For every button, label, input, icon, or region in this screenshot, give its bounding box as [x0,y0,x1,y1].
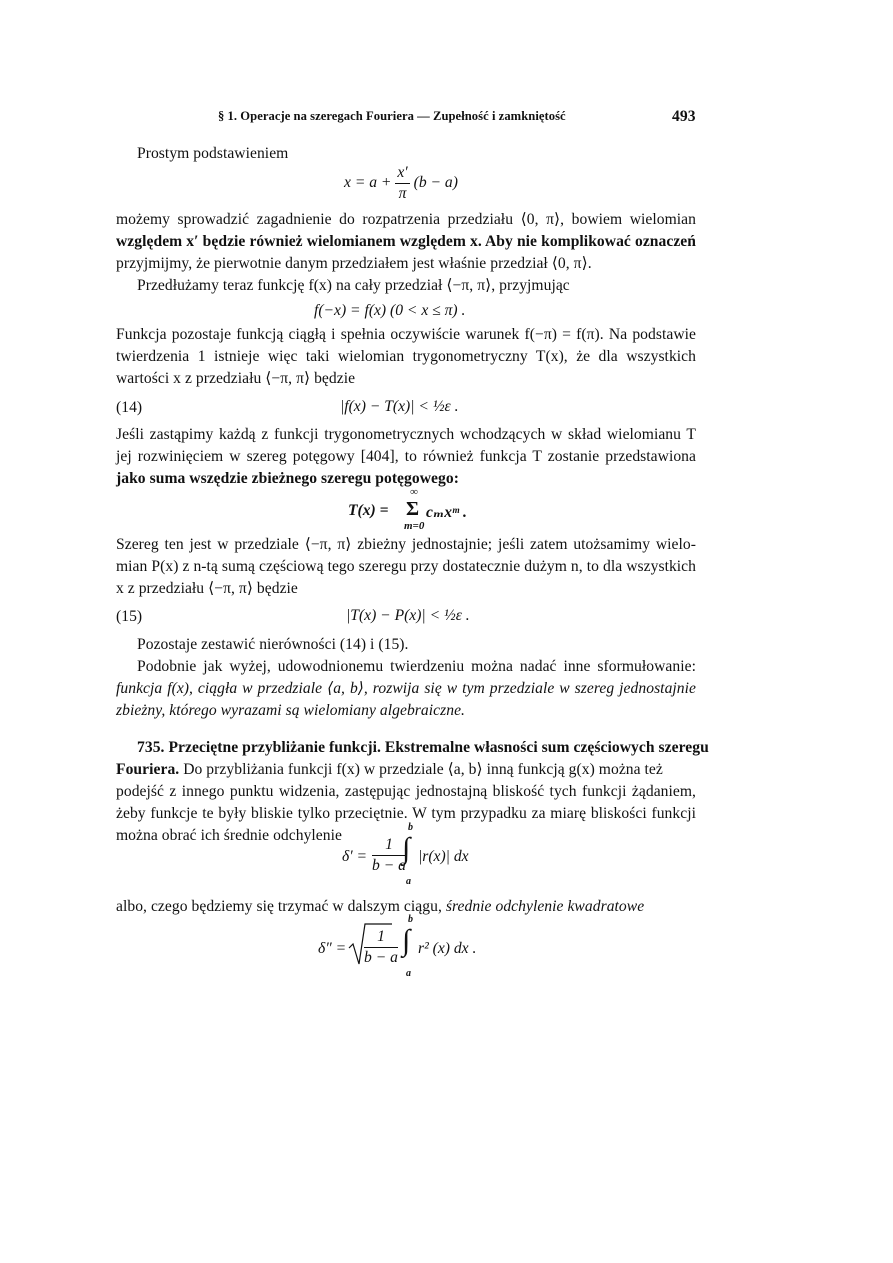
fraction-numerator: x′ [395,164,409,184]
sum-lower-limit: m=0 [404,520,425,532]
equation-lhs: T(x) = [348,502,389,519]
equation-lhs: δ′ = [342,848,368,865]
integrand: r² (x) dx . [418,940,477,957]
equation-lhs: x = a + [344,174,392,192]
theorem-line: zbieżny, którego wyrazami są wielomiany algebraiczne. [116,702,465,719]
section-title: Przeciętne przybliżanie funkcji. Ekstremalne własności sum częściowych szeregu [168,739,709,756]
fraction-denominator: π [398,185,407,202]
fraction-denominator: b − a [364,949,398,966]
equation-14: |f(x) − T(x)| < ½ε . [340,398,459,415]
paragraph-line: Prostym podstawieniem [137,145,289,162]
equation-15: |T(x) − P(x)| < ½ε . [346,607,470,624]
integral-lower-limit: a [406,876,411,887]
paragraph-text: albo, czego będziemy się trzymać w dalszym ciągu, [116,898,442,915]
theorem-line: funkcja f(x), ciągła w przedziale ⟨a, b⟩, rozwija się w tym przedziale w szereg jednostajnie [116,680,696,697]
sigma-symbol: Σ [406,498,420,520]
paragraph-line [116,762,696,778]
section-title-continued: Fouriera. [116,761,180,778]
integral-lower-limit: a [406,968,411,979]
term-emphasis: średnie odchylenie kwadratowe [445,898,645,915]
equation-label: (15) [116,608,143,625]
paragraph-line: względem x′ będzie również wielomianem względem x. Aby nie komplikować oznaczeń [116,233,696,250]
fraction [364,928,398,967]
integral-sign: ∫ [402,924,411,957]
equation-even-extension: f(−x) = f(x) (0 < x ≤ π) . [314,302,466,319]
page-number: 493 [672,108,696,125]
fraction [372,836,406,875]
fraction-numerator: 1 [364,928,398,948]
paragraph-line: żeby funkcje te były bliskie tylko przeciętnie. W tym przypadku za miarę bliskości funkcji [116,805,696,822]
paragraph-line: twierdzenia 1 istnieje więc taki wielomian trygonometryczny T(x), że dla wszystkich [116,348,696,365]
paragraph-line: możemy sprowadzić zagadnienie do rozpatrzenia przedziału ⟨0, π⟩, bowiem wielomian [116,211,696,228]
fraction-numerator: 1 [372,836,406,856]
paragraph-line: Jeśli zastąpimy każdą z funkcji trygonometrycznych wchodzących w skład wielomianu T [116,426,696,443]
paragraph-line: Funkcja pozostaje funkcją ciągłą i spełnia oczywiście warunek f(−π) = f(π). Na podstawie [116,326,696,343]
paragraph-line: Przedłużamy teraz funkcję f(x) na cały przedział ⟨−π, π⟩, przyjmując [137,277,570,294]
paragraph-line: Szereg ten jest w przedziale ⟨−π, π⟩ zbieżny jednostajnie; jeśli zatem utożsamimy wielo- [116,536,696,553]
paragraph-line: można obrać ich średnie odchylenie [116,827,342,844]
integral-sign: ∫ [402,832,411,865]
equation-mean-deviation [342,822,502,888]
integrand: |r(x)| dx [418,848,469,865]
equation-lhs: δ″ = [318,940,347,957]
paragraph-line: jako suma wszędzie zbieżnego szeregu potęgowego: [116,470,459,487]
integral-upper-limit: b [408,822,413,833]
paragraph-line: przyjmijmy, że pierwotnie danym przedziałem jest właśnie przedział ⟨0, π⟩. [116,255,592,272]
paragraph-line: mian P(x) z n-tą sumą częściową tego szeregu przy dostatecznie dużym n, to dla wszystkich [116,558,696,575]
paragraph-line: Pozostaje zestawić nierówności (14) i (15). [137,636,409,653]
equation-label: (14) [116,399,143,416]
paragraph-line: x z przedziału ⟨−π, π⟩ będzie [116,580,298,597]
equation-rhs: cₘxᵐ . [426,504,467,521]
equation-mean-square-deviation [318,914,498,980]
paragraph-line: jej rozwinięciem w szereg potęgowy [404], to również funkcja T zostanie przedstawiona [116,448,696,465]
fraction [395,164,409,203]
running-header: § 1. Operacje na szeregach Fouriera — Zupełność i zamkniętość [218,109,566,123]
fraction-denominator: b − a [372,857,406,874]
paragraph-text: Do przybliżania funkcji f(x) w przedziale ⟨a, b⟩ inną funkcją g(x) można też [183,761,663,778]
integral-upper-limit: b [408,914,413,925]
sum-upper-limit: ∞ [410,486,418,498]
paragraph-line: podejść z innego punktu widzenia, zastępując jednostajną bliskość tych funkcji żądaniem, [116,783,696,800]
section-heading [137,740,709,756]
paragraph-line: wartości x z przedziału ⟨−π, π⟩ będzie [116,370,356,387]
section-number: 735. [137,739,165,756]
paragraph-line: Podobnie jak wyżej, udowodnionemu twierdzeniu można nadać inne sformułowanie: [137,658,696,675]
paragraph-line [116,899,644,915]
equation-substitution [344,164,458,203]
equation-rhs: (b − a) [413,174,458,192]
equation-power-series [348,488,488,530]
